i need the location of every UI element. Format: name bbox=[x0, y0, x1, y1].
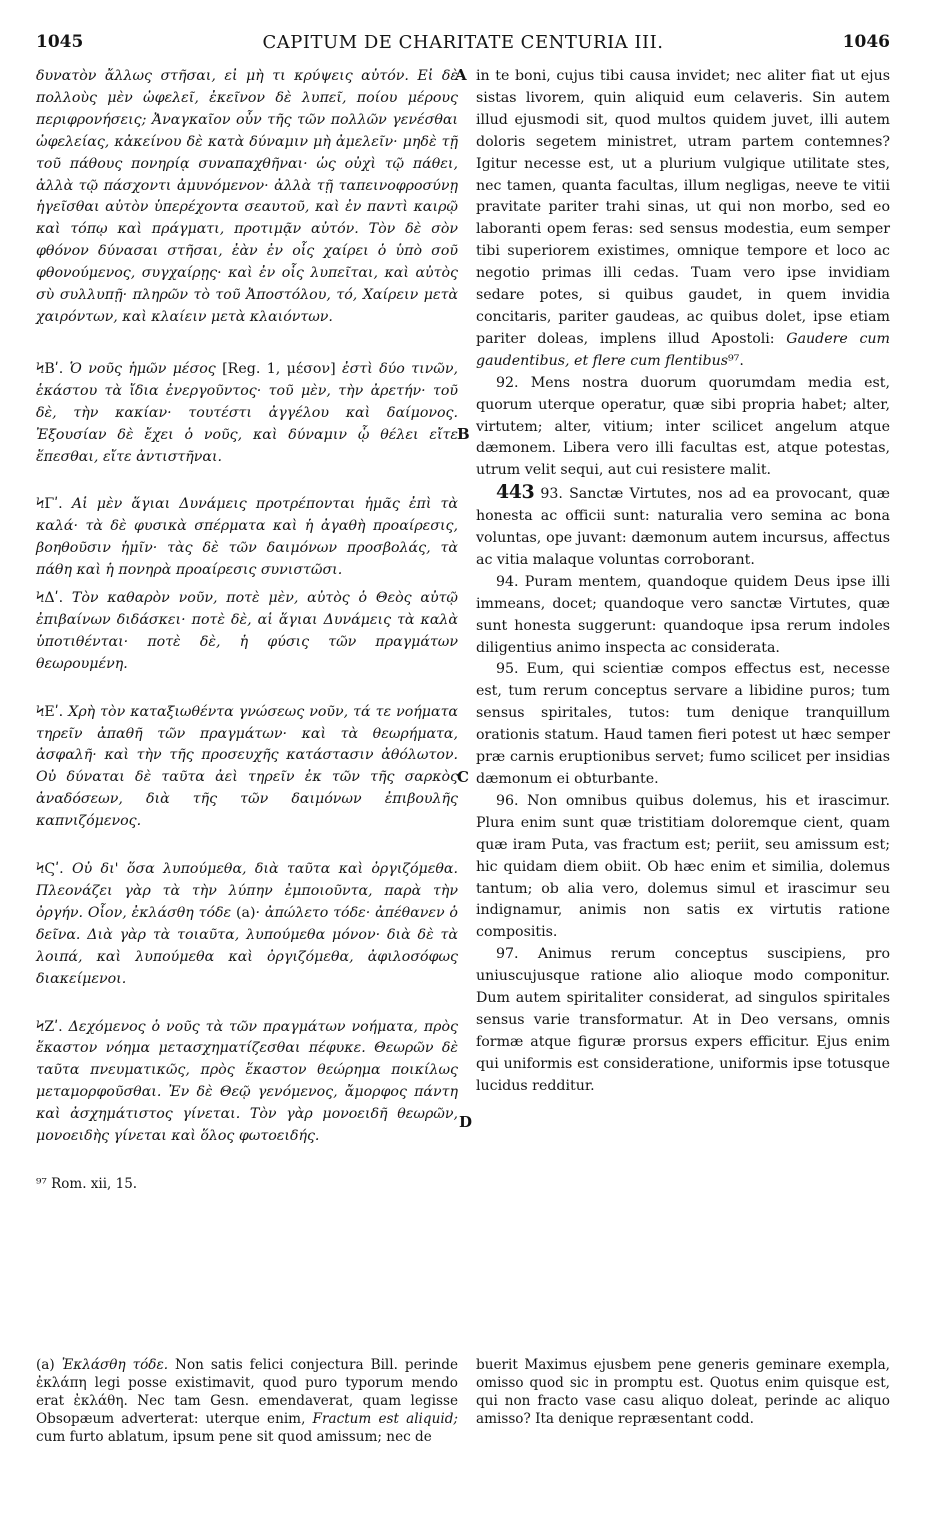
latin-chapter-92: 92. Mens nostra duorum quorumdam media est, quorum uterque operatur, quæ sibi propria habet; alter, virtutem; alter, vitium; inter scilicet angelum atque dæmonem. Libera vero illi facultas est, atque potestas, utrum velit sequi, aut cui resistere malit. bbox=[476, 374, 890, 479]
latin-chapter-93-text: 93. Sanctæ Virtutes, nos ad ea provocant, quæ honesta ac officii sunt: naturalia vero semina ac bona voluntas, ope juvant: dæmonum autem incursus, affectus ac vitia malaque voluntas corroborant. bbox=[476, 486, 890, 568]
greek-chapter-95-number: ϞΕʹ. bbox=[36, 703, 64, 720]
greek-chapter-93 bbox=[36, 494, 458, 582]
editorial-note-italic: Fractum est aliquid; bbox=[312, 1411, 458, 1427]
greek-chapter-96-number: ϞϚʹ. bbox=[36, 861, 64, 878]
greek-chapter-97 bbox=[36, 1017, 458, 1148]
greek-chapter-95 bbox=[36, 702, 458, 833]
greek-chapter-96 bbox=[36, 859, 458, 990]
greek-chapter-96-text-b: · ἀπώλετο τόδε· ἀπέθανεν ὁ δεῖνα. Διὰ γὰρ τὰ τοιαῦτα, λυπούμεθα μόνον· διὰ δὲ τὰ λοιπά, καὶ λυπούμεθα καὶ ὀργιζόμεθα, ἀφιλοσόφως διακείμενοι. bbox=[36, 904, 458, 987]
running-header bbox=[36, 32, 890, 58]
page-number-right: 1046 bbox=[842, 32, 890, 52]
editorial-note-lemma: Ἐκλάσθη τόδε. bbox=[61, 1357, 169, 1373]
greek-chapter-92 bbox=[36, 359, 458, 469]
running-title: CAPITUM DE CHARITATE CENTURIA III. bbox=[262, 32, 664, 53]
scripture-footnote bbox=[36, 1174, 458, 1196]
greek-chapter-94 bbox=[36, 588, 458, 676]
editorial-note-right-text: buerit Maximus ejusbem pene generis geminare exempla, omisso quod sic in promptu est. Quotus enim quisque est, qui non fracto vase casu aliquo doleat, perinde ac aliquo amisso? Ita denique repræsentant codd. bbox=[476, 1357, 890, 1427]
greek-chapter-92-number: ϞΒʹ. bbox=[36, 360, 64, 377]
greek-chapter-94-text: Τὸν καθαρὸν νοῦν, ποτὲ μὲν, αὐτὸς ὁ Θεὸς αὐτῷ ἐπιβαίνων διδάσκει· ποτὲ δὲ, αἱ ἅγιαι Δυνάμεις τὰ καλὰ ὑποτιθένται· ποτὲ δὲ, ἡ φύσις τῶν πραγμάτων θεωρουμένη. bbox=[36, 590, 458, 672]
section-marker-a: A bbox=[455, 66, 467, 84]
greek-continuation-quote: Χαίρειν μετὰ χαιρόντων, καὶ κλαίειν μετὰ κλαιόντων. bbox=[36, 287, 458, 325]
latin-chapter-96: 96. Non omnibus quibus dolemus, his et irascimur. Plura enim sunt quæ tristitiam doloremque cient, quam quæ iram Puta, vas fractum est; periit, seu amissum est; hic quidam diem obiit. Ob hæc enim et similia, dolemus tantum; ob alia vero, dolemus simul et irascimur seu indignamur, animis non satis ex virtutis ratione compositis. bbox=[476, 792, 890, 941]
scripture-footnote-mark: ⁹⁷ bbox=[36, 1175, 47, 1192]
latin-chapter-95: 95. Eum, qui scientiæ compos effectus est, necesse est, tum rerum conceptus servare a libidine puros; tum sensus spiritales, tutos: tum denique tranquillum orationis statum. Haud tamen fieri potest ut hæc semper præ carnis eruptionibus servet; fumo scilicet per insidias dæmonum ei obturbante. bbox=[476, 661, 890, 787]
greek-chapter-93-number: ϞΓʹ. bbox=[36, 496, 63, 513]
greek-continuation-text: δυνατὸν ἄλλως στῆσαι, εἰ μὴ τι κρύψεις αὐτόν. Εἰ δὲ πολλοὺς μὲν ὠφελεῖ, ἐκεῖνον δὲ λυπεῖ, ποίου μέρους περιφρονήσεις; Ἀναγκαῖον οὖν τῆς τῶν πολλῶν γενέσθαι ὠφελείας, κἀκείνου δὲ κατὰ δύναμιν μὴ ἀμελεῖν· μηδὲ τῇ τοῦ πάθους πονηρίᾳ συναπαχθῆναι· ὡς οὐχὶ τῷ πάθει, ἀλλὰ τῷ πάσχοντι ἀμυνόμενον· ἀλλὰ τῇ ταπεινοφροσύνῃ ἡγεῖσθαι αὐτὸν ὑπερέχοντα σεαυτοῦ, καὶ ἐν παντὶ καιρῷ καὶ τόπῳ καὶ πράγματι, προτιμᾷν αὐτόν. Τὸν δὲ σὸν φθόνον δύνασαι στῆσαι, ἐὰν ἐν οἷς χαίρει ὁ ὑπὸ σοῦ φθονούμενος, συγχαίρῃς· καὶ ἐν οἷς λυπεῖται, καὶ αὐτὸς σὺ συλλυπῇ· πληρῶν τὸ τοῦ Ἀποστόλου, τό, bbox=[36, 68, 458, 304]
latin-chapter-97: 97. Animus rerum conceptus suscipiens, pro uniuscujusque ratione alio alioque modo componitur. Dum autem spiritaliter considerat, ad singulos spiritales sensus varie transformatur. At in Deo versans, omnis formæ atque figuræ prorsus expers efficitur. Ejus enim qui uniformis est consideratione, uniformis ipse totusque lucidus redditur. bbox=[476, 946, 890, 1094]
greek-chapter-96-text-a: Οὐ δι' ὅσα λυπούμεθα, διὰ ταῦτα καὶ ὀργιζόμεθα. Πλεονάζει γὰρ τὰ τὴν λύπην ἐμποιοῦντα, παρὰ τὴν ὀργήν. Οἷον, ἐκλάσθη τόδε bbox=[36, 861, 458, 921]
greek-chapter-95-text: Χρὴ τὸν καταξιωθέντα γνώσεως νοῦν, τά τε νοήματα τηρεῖν ἀπαθῆ τῶν πραγμάτων· καὶ τὰ θεωρήματα, ἀσφαλῆ· καὶ τὴν τῆς προσευχῆς κατάστασιν ἀθόλωτον. Οὐ δύναται δὲ ταῦτα ἀεὶ τηρεῖν ἐκ τῶν τῆς σαρκὸς ἀναδόσεων, διὰ τῆς τῶν δαιμόνων ἐπιβουλῆς καπνιζόμενος. bbox=[36, 703, 458, 830]
greek-chapter-92-text-a: Ὁ νοῦς ἡμῶν μέσος bbox=[69, 360, 216, 377]
greek-chapter-94-number: ϞΔʹ. bbox=[36, 590, 64, 607]
greek-chapter-92-ref: [Reg. 1, μέσον] bbox=[222, 360, 336, 377]
greek-chapter-96-note-ref: (a) bbox=[236, 904, 256, 921]
latin-column bbox=[476, 66, 890, 1098]
section-marker-b: B bbox=[457, 425, 470, 443]
editorial-note-text-a: Non satis felici conjectura Bill. perinde ἐκλάπη legi posse existimavit, quod puro typorum mendo erat ἐκλάθη. Nec tam Gesn. emendaverat, quam legisse Obsopæum adverterat: uterque enim, bbox=[36, 1357, 458, 1427]
greek-chapter-92-text-b: ἐστὶ δύο τινῶν, ἑκάστου τὰ ἴδια ἐνεργοῦντος· τοῦ μὲν, τὴν ἀρετήν· τοῦ δὲ, τὴν κακίαν· τουτέστι ἀγγέλου καὶ δαίμονος. Ἐξουσίαν δὲ ἔχει ὁ νοῦς, καὶ δύναμιν ᾧ θέλει εἴτε ἕπεσθαι, εἴτε ἀντιστῆναι. bbox=[36, 360, 458, 465]
latin-continuation-quote: Gaudere cum gaudentibus, et flere cum flentibus bbox=[476, 330, 890, 369]
scripture-footnote-text: Rom. xii, 15. bbox=[51, 1175, 138, 1192]
latin-chapter-94: 94. Puram mentem, quandoque quidem Deus ipse illi immeans, docet; quandoque vero sanctæ Virtutes, quæ sunt honesta suggerunt: quandoque ipsa rerum indoles diligentius animo inspecta ac considerata. bbox=[476, 573, 890, 656]
latin-continuation-ref: ⁹⁷. bbox=[728, 352, 744, 369]
editorial-note-text-b: cum furto ablatum, ipsum pene sit quod amissum; nec de bbox=[36, 1429, 432, 1445]
greek-column bbox=[36, 66, 458, 1196]
section-marker-c: C bbox=[457, 768, 469, 786]
greek-continuation bbox=[36, 66, 458, 329]
page-marker-443: 443 bbox=[496, 481, 535, 504]
editorial-note-left bbox=[36, 1356, 458, 1446]
greek-chapter-97-text: Δεχόμενος ὁ νοῦς τὰ τῶν πραγμάτων νοήματα, πρὸς ἕκαστον νόημα μετασχηματίζεσθαι πέφυκε. Θεωρῶν δὲ ταῦτα πνευματικῶς, πρὸς ἕκαστον θεώρημα ποικίλως μεταμορφοῦσθαι. Ἐν δὲ Θεῷ γενόμενος, ἄμορφος πάντη καὶ ἀσχημάτιστος γίνεται. Τὸν γὰρ μονοειδῆ θεωρῶν, μονοειδὴς γίνεται καὶ ὅλος φωτοειδής. bbox=[36, 1018, 458, 1145]
page-number-left: 1045 bbox=[36, 32, 84, 52]
greek-chapter-93-text: Αἱ μὲν ἅγιαι Δυνάμεις προτρέπονται ἡμᾶς ἐπὶ τὰ καλά· τὰ δὲ φυσικὰ σπέρματα καὶ ἡ ἀγαθὴ προαίρεσις, βοηθοῦσιν ἡμῖν· τὰς δὲ τῶν δαιμόνων προσβολάς, τὰ πάθη καὶ ἡ πονηρὰ προαίρεσις συνιστῶσι. bbox=[36, 496, 458, 579]
editorial-note-right bbox=[476, 1356, 890, 1428]
greek-chapter-97-number: ϞΖʹ. bbox=[36, 1018, 63, 1035]
latin-continuation-text: in te boni, cujus tibi causa invidet; nec aliter fiat ut ejus sistas livorem, quin aliquid eum celaveris. Sin autem illud ejusmodi sit, quod multos quidem juvet, illi autem doloris segetem ministret, utram partem contemnes? Igitur necesse est, ut a plurium vulgique utilitate stes, nec tamen, quanta facultas, illum negligas, neeve te vitii pravitate pariter trahi sinas, ut qui non morbo, sed eo laboranti opem feras: sed sensus modestia, eum semper tibi superiorem existimes, omnique tempore et loco ac negotio primas illi cedas. Tuam vero ipse invidiam sedare potes, si quibus gaudet, in quem invidia concitaris, pariter gaudeas, ac quibus dolet, ipse etiam pariter doleas, implens illud Apostoli: bbox=[476, 68, 890, 347]
latin-chapter-93 bbox=[476, 482, 890, 572]
editorial-note-label: (a) bbox=[36, 1357, 55, 1373]
section-marker-d: D bbox=[459, 1113, 473, 1131]
latin-continuation bbox=[476, 66, 890, 373]
